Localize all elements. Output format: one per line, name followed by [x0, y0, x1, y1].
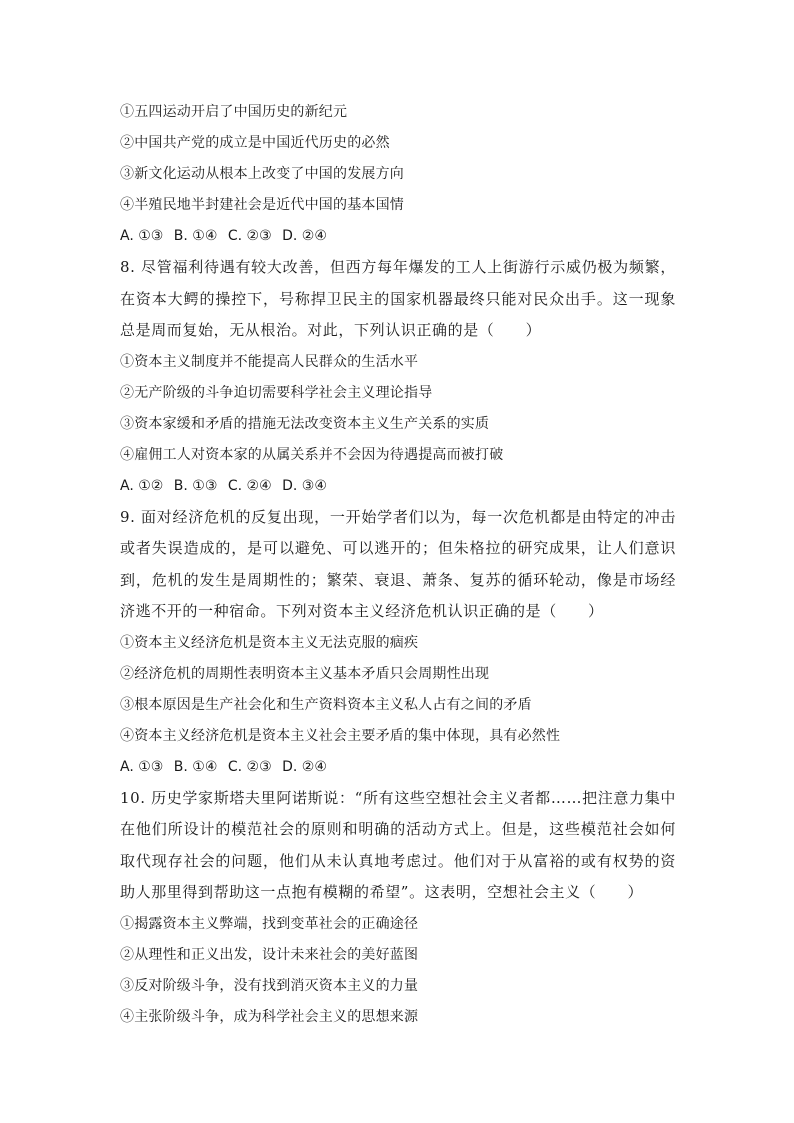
q10-option-1: ①揭露资本主义弊端，找到变革社会的正确途径: [120, 915, 419, 932]
q7-answer-d: D. ②④: [282, 228, 327, 244]
q9-answer-a: A. ①③: [120, 758, 164, 775]
q7-answers: [120, 221, 676, 252]
q8-option-3: ③资本家缓和矛盾的措施无法改变资本主义生产关系的实质: [120, 415, 490, 432]
q8-answer-a: A. ①②: [120, 477, 164, 494]
q7-option-3: ③新文化运动从根本上改变了中国的发展方向: [120, 166, 404, 182]
q7-option-4: ④半殖民地半封建社会是近代中国的基本国情: [120, 197, 404, 213]
q7-answer-c: C. ②③: [227, 228, 272, 244]
q9-option-4: ④资本主义经济危机是资本主义社会主要矛盾的集中体现，具有必然性: [120, 727, 561, 744]
q7-answer-a: A. ①③: [120, 228, 164, 244]
q9-answer-c: C. ②③: [227, 758, 272, 775]
question-10: [120, 783, 676, 1033]
q9-answers: [120, 752, 676, 783]
q9-stem: 9. 面对经济危机的反复出现，一开始学者们以为，每一次危机都是由特定的冲击或者失误造成的，是可以避免、可以逃开的；但朱格拉的研究成果，让人们意识到，危机的发生是周期性的；繁荣、衰退、萧条、复苏的循环轮动，像是市场经济逃不开的一种宿命。下列对资本主义经济危机认识正确的是（ ）: [120, 507, 676, 620]
question-7: [120, 97, 676, 252]
q10-stem: 10. 历史学家斯塔夫里阿诺斯说：“所有这些空想社会主义者都……把注意力集中在他们所设计的模范社会的原则和明确的活动方式上。但是，这些模范社会如何取代现存社会的问题，他们从未认真地考虑过。他们对于从富裕的或有权势的资助人那里得到帮助这一点抱有模糊的希望”。这表明，空想社会主义（ ）: [120, 788, 676, 901]
q8-option-4: ④雇佣工人对资本家的从属关系并不会因为待遇提高而被打破: [120, 446, 504, 463]
q8-option-1: ①资本主义制度并不能提高人民群众的生活水平: [120, 353, 419, 370]
q8-answer-c: C. ②④: [227, 477, 272, 494]
question-9: [120, 502, 676, 783]
q9-option-3: ③根本原因是生产社会化和生产资料资本主义私人占有之间的矛盾: [120, 696, 532, 713]
q8-answer-d: D. ③④: [282, 477, 327, 494]
q9-answer-b: B. ①④: [173, 758, 218, 775]
q9-option-2: ②经济危机的周期性表明资本主义基本矛盾只会周期性出现: [120, 665, 490, 682]
q10-option-4: ④主张阶级斗争，成为科学社会主义的思想来源: [120, 1008, 419, 1025]
question-8: [120, 252, 676, 502]
q8-answers: [120, 471, 676, 502]
q8-stem: 8. 尽管福利待遇有较大改善，但西方每年爆发的工人上街游行示威仍极为频繁，在资本大鳄的操控下，号称捍卫民主的国家机器最终只能对民众出手。这一现象总是周而复始，无从根治。对此，下列认识正确的是（ ）: [120, 258, 676, 339]
q7-option-1: ①五四运动开启了中国历史的新纪元: [120, 104, 348, 120]
q8-option-2: ②无产阶级的斗争迫切需要科学社会主义理论指导: [120, 384, 433, 401]
q10-option-2: ②从理性和正义出发，设计未来社会的美好蓝图: [120, 946, 419, 963]
q7-answer-b: B. ①④: [173, 228, 218, 244]
q10-option-3: ③反对阶级斗争，没有找到消灭资本主义的力量: [120, 977, 419, 994]
q7-option-2: ②中国共产党的成立是中国近代历史的必然: [120, 135, 390, 151]
q8-answer-b: B. ①③: [173, 477, 218, 494]
document-page: [120, 97, 676, 1033]
q9-answer-d: D. ②④: [282, 758, 327, 775]
q9-option-1: ①资本主义经济危机是资本主义无法克服的痼疾: [120, 634, 419, 651]
